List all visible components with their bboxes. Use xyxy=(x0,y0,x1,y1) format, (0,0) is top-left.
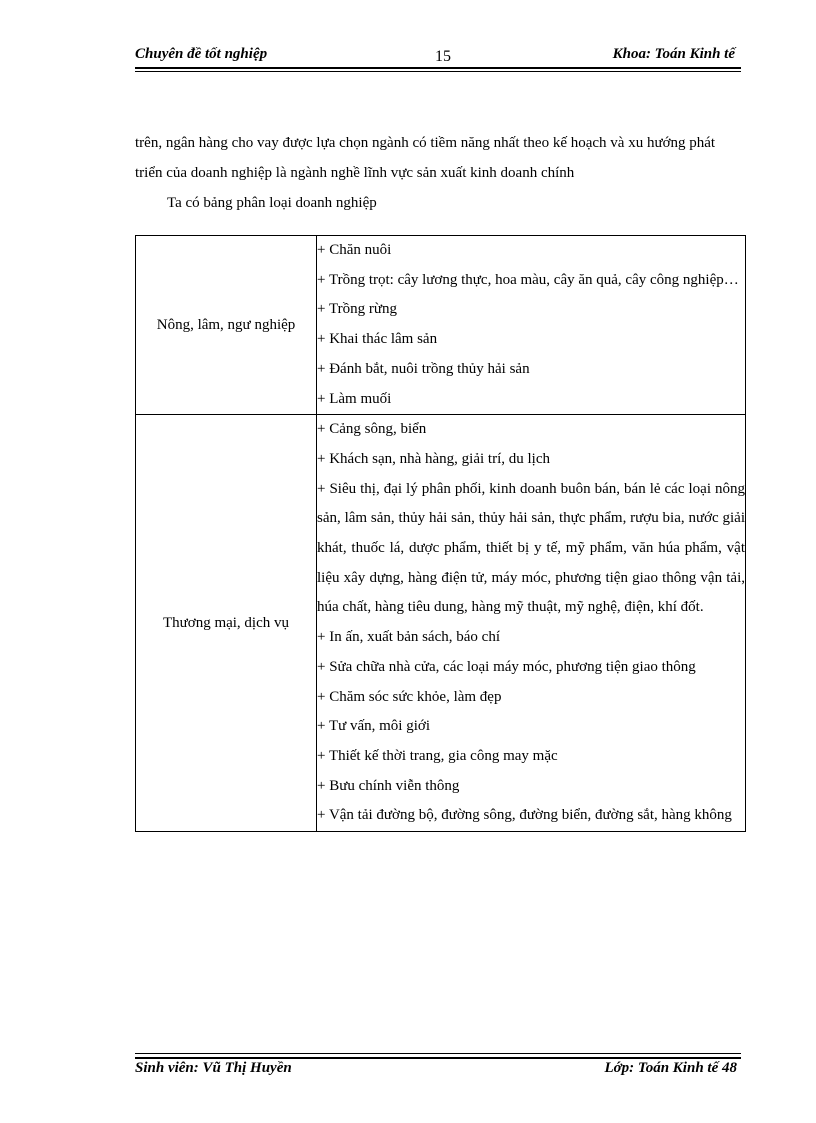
list-item: + Thiết kế thời trang, gia công may mặc xyxy=(317,747,558,764)
list-item: + Chăn nuôi xyxy=(317,242,392,258)
list-item: + Khai thác lâm sản xyxy=(317,331,438,348)
table-row xyxy=(136,236,746,415)
footer-rule-thin xyxy=(135,1053,741,1054)
row-label: Thương mại, dịch vụ xyxy=(136,415,317,832)
row-label: Nông, lâm, ngư nghiệp xyxy=(136,236,317,415)
row-items xyxy=(317,236,746,415)
header-rule-thin xyxy=(135,71,741,72)
list-item: + Chăm sóc sức khỏe, làm đẹp xyxy=(317,688,502,705)
list-item: + Cảng sông, biển xyxy=(317,421,427,438)
table-row xyxy=(136,415,746,832)
list-item: + Làm muối xyxy=(317,390,392,407)
header-title: Chuyên đề tốt nghiệp xyxy=(135,46,268,62)
header-rule xyxy=(135,67,741,69)
list-item: + Trồng rừng xyxy=(317,301,397,318)
page-header xyxy=(135,44,741,66)
list-item: + Tư vấn, môi giới xyxy=(317,718,430,735)
list-item: + Vận tải đường bộ, đường sông, đường biển, đường sắt, hàng không xyxy=(317,807,732,824)
footer-student: Sinh viên: Vũ Thị Huyền xyxy=(135,1060,292,1076)
row-items xyxy=(317,415,746,832)
page-number: 15 xyxy=(435,48,451,65)
list-item: + Siêu thị, đại lý phân phối, kinh doanh buôn bán, bán lẻ các loại nông sản, lâm sản, thủy hải sản, thủy hải sản, thực phẩm, rượu bia, nước giải khát, thuốc lá, dược phẩm, thiết bị y tế, mỹ phẩm, văn húa phẩm, vật liệu xây dựng, hàng điện tử, máy móc, phương tiện giao thông vận tải, húa chất, hàng tiêu dung, hàng mỹ thuật, mỹ nghệ, điện, khí đốt. xyxy=(317,480,745,616)
list-item: + Khách sạn, nhà hàng, giải trí, du lịch xyxy=(317,450,550,467)
table-intro: Ta có bảng phân loại doanh nghiệp xyxy=(167,195,377,211)
list-item: + Bưu chính viễn thông xyxy=(317,777,460,794)
list-item: + Sửa chữa nhà cửa, các loại máy móc, phương tiện giao thông xyxy=(317,658,696,675)
footer-class: Lớp: Toán Kinh tế 48 xyxy=(604,1060,737,1076)
classification-table xyxy=(135,235,746,832)
list-item: + Trồng trọt: cây lương thực, hoa màu, cây ăn quả, cây công nghiệp… xyxy=(317,271,739,288)
body-paragraph: trên, ngân hàng cho vay được lựa chọn ngành có tiềm năng nhất theo kế hoạch và xu hướng phát triển của doanh nghiệp là ngành nghề lĩnh vực sản xuất kinh doanh chính xyxy=(135,135,716,181)
page-footer xyxy=(135,1058,741,1080)
header-faculty: Khoa: Toán Kinh tế xyxy=(612,46,735,62)
list-item: + In ấn, xuất bản sách, báo chí xyxy=(317,629,500,646)
list-item: + Đánh bắt, nuôi trồng thủy hải sản xyxy=(317,360,530,377)
